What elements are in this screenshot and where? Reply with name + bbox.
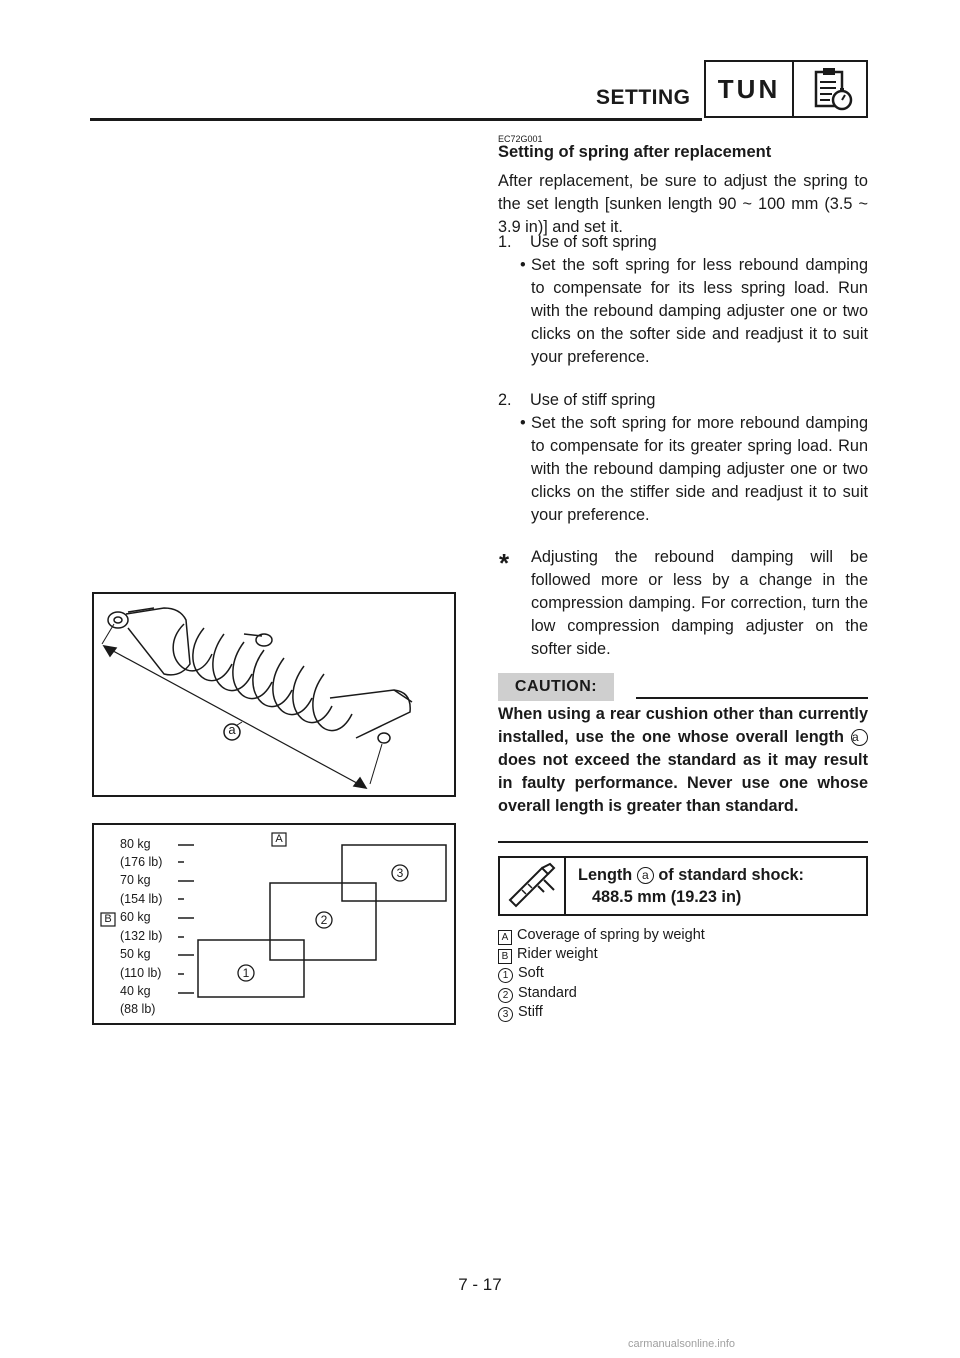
weight-label: 60 kg: [120, 910, 151, 924]
caution-rule: [636, 697, 868, 699]
page-title: SETTING: [596, 86, 691, 109]
spec-value: 488.5 mm (19.23 in): [592, 888, 742, 906]
weight-label: (154 lb): [120, 892, 163, 906]
bullet-text-2: Set the soft spring for more rebound damping to compensate for its greater spring load. Run with the rebound damping adjuster one or two clicks on the stiffer side and readjust it to suit your preference.: [531, 414, 868, 524]
page-number: 7 - 17: [458, 1275, 502, 1294]
spec-divider: [564, 856, 566, 916]
list-number: 2.: [498, 391, 512, 409]
legend-item-a: A Coverage of spring by weight: [498, 926, 868, 946]
weight-label: (176 lb): [120, 855, 163, 869]
list-number: 1.: [498, 233, 512, 251]
section-title: Setting of spring after replacement: [498, 143, 772, 161]
section-code: EC72G001: [498, 134, 543, 144]
bullet-mark: •: [520, 256, 526, 274]
caution-bottom-rule: [498, 841, 868, 843]
legend-item-3: 3 Stiff: [498, 1003, 868, 1023]
spec-text: Length a of standard shock: 488.5 mm (19.23 in): [578, 866, 804, 906]
box-label-3: 3: [396, 866, 404, 880]
caution-label: CAUTION:: [498, 673, 614, 701]
legend-item-1: 1 Soft: [498, 964, 868, 984]
legend-item-2: 2 Standard: [498, 984, 868, 1004]
ref-a: a: [851, 729, 868, 746]
box-label-2: 2: [320, 913, 328, 927]
weight-label: (88 lb): [120, 1002, 156, 1016]
spring-coverage-figure: [92, 823, 456, 1025]
weight-label: (110 lb): [120, 966, 162, 980]
intro-paragraph: After replacement, be sure to adjust the spring to the set length [sunken length 90 ~ 100 mm (3.5 ~ 3.9 in)] and set it.: [498, 172, 868, 236]
list-label: Use of stiff spring: [530, 391, 656, 409]
list-label: Use of soft spring: [530, 233, 657, 251]
weight-label: 40 kg: [120, 984, 151, 998]
caution-text: When using a rear cushion other than currently installed, use the one whose overall length a does not exceed the standard as it may result in faulty performance. Never use one whose overall length is greater than standard.: [498, 705, 868, 815]
caliper-icon: [504, 860, 560, 917]
list-item-1: [498, 231, 868, 254]
figure-ref-a: a: [228, 722, 236, 737]
note-text: Adjusting the rebound damping will be followed more or less by a change in the compression damping. For correction, turn the low compression damping adjuster on the softer side.: [531, 548, 868, 658]
shock-absorber-drawing: [94, 594, 454, 795]
watermark: carmanualsonline.info: [628, 1338, 736, 1350]
weight-label: 70 kg: [120, 873, 151, 887]
header-rule: [90, 118, 702, 121]
list-item-2: [498, 389, 868, 412]
shock-absorber-figure: [92, 592, 456, 797]
bullet-text-1: Set the soft spring for less rebound damping to compensate for its less spring load. Run with the rebound damping adjuster one or two clicks on the softer side and readjust it to suit your preference.: [531, 256, 868, 366]
box-label-1: 1: [242, 966, 250, 980]
weight-label: 50 kg: [120, 947, 151, 961]
clipboard-stopwatch-icon: [792, 60, 868, 118]
figure-label-b: B: [104, 913, 112, 925]
figure-label-a: A: [275, 833, 283, 845]
weight-label: 80 kg: [120, 837, 151, 851]
section-code-box: TUN: [704, 60, 792, 118]
note-asterisk: *: [499, 548, 510, 578]
ref-a: a: [637, 867, 654, 884]
bullet-mark: •: [520, 414, 526, 432]
weight-label: (132 lb): [120, 929, 163, 943]
legend-item-b: B Rider weight: [498, 945, 868, 965]
